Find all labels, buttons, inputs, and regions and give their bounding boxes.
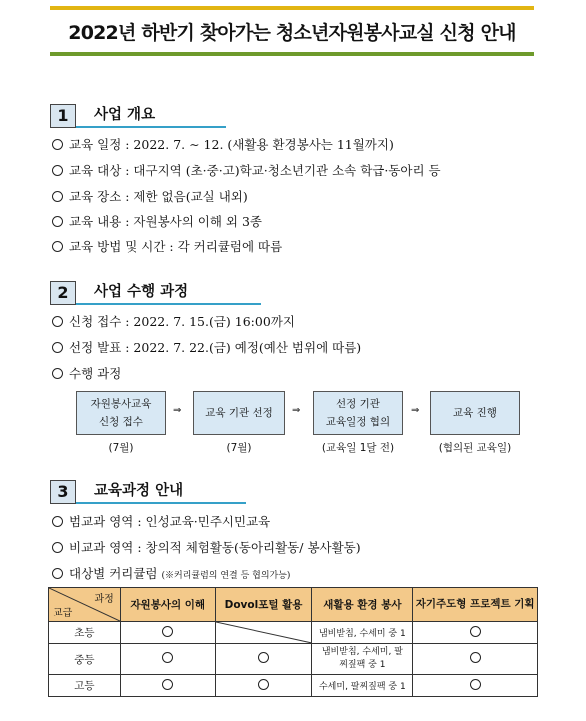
circle-bullet-icon <box>52 568 63 579</box>
process-step-timing: (7월) <box>226 442 252 454</box>
bullet-item: 교육 일정 : 2022. 7. ∼ 12. (새활용 환경봉사는 11월까지) <box>52 136 394 154</box>
title-top-bar <box>50 6 534 10</box>
circle-bullet-icon <box>52 516 63 527</box>
circle-mark-icon <box>470 626 481 637</box>
corner-label-course: 과정 <box>94 594 114 605</box>
circle-mark-icon <box>162 652 173 663</box>
table-cell: 수세미, 팔찌짚팩 중 1 <box>312 675 413 697</box>
curriculum-note: (※커리큘럼의 연결 등 협의가능) <box>161 571 291 581</box>
process-step-select: 교육 기관 선정 <box>193 391 285 435</box>
process-step-timing: (협의된 교육일) <box>438 442 512 454</box>
table-cell <box>120 644 215 675</box>
circle-bullet-icon <box>52 216 63 227</box>
table-cell <box>120 622 215 644</box>
row-level: 중등 <box>49 644 121 675</box>
circle-bullet-icon <box>52 342 63 353</box>
circle-mark-icon <box>162 626 173 637</box>
section-2-header <box>50 281 270 307</box>
bullet-item: 교육 대상 : 대구지역 (초·중·고)학교·청소년기관 소속 학급·동아리 등 <box>52 162 441 180</box>
process-step-run: 교육 진행 <box>430 391 520 435</box>
circle-bullet-icon <box>52 165 63 176</box>
table-cell <box>215 675 312 697</box>
row-level: 초등 <box>49 622 121 644</box>
process-step-schedule: 선정 기관 교육일정 협의 <box>313 391 403 435</box>
circle-bullet-icon <box>52 542 63 553</box>
process-step-timing: (교육일 1달 전) <box>321 442 395 454</box>
circle-mark-icon <box>258 679 269 690</box>
table-cell <box>215 644 312 675</box>
bullet-item: 교육 방법 및 시간 : 각 커리큘럼에 따름 <box>52 238 282 256</box>
section-number: 2 <box>50 281 76 305</box>
right-arrow-icon: ⇒ <box>292 405 301 416</box>
table-cell <box>413 644 538 675</box>
column-header: 새활용 환경 봉사 <box>312 588 413 622</box>
circle-bullet-icon <box>52 191 63 202</box>
curriculum-table <box>48 587 538 697</box>
table-header-row <box>49 588 538 622</box>
bullet-item: 비교과 영역 : 창의적 체험활동(동아리활동/ 봉사활동) <box>52 539 361 557</box>
section-1-header <box>50 104 250 130</box>
process-step-timing: (7월) <box>108 442 134 454</box>
table-cell <box>413 622 538 644</box>
corner-label-level: 교급 <box>53 608 73 619</box>
column-header: 자기주도형 프로젝트 기획 <box>413 588 538 622</box>
table-cell: 냄비받침, 수세미 중 1 <box>312 622 413 644</box>
column-header: Dovol포털 활용 <box>215 588 312 622</box>
bullet-item: 범교과 영역 : 인성교육·민주시민교육 <box>52 513 270 531</box>
table-cell <box>120 675 215 697</box>
bullet-item: 교육 장소 : 제한 없음(교실 내외) <box>52 188 248 206</box>
table-cell <box>413 675 538 697</box>
circle-bullet-icon <box>52 241 63 252</box>
section-number: 3 <box>50 480 76 504</box>
table-cell: 냄비받침, 수세미, 팔찌짚팩 중 1 <box>312 644 413 675</box>
process-step-apply: 자원봉사교육 신청 접수 <box>76 391 166 435</box>
section-underline <box>76 502 246 504</box>
column-header: 자원봉사의 이해 <box>120 588 215 622</box>
title-bottom-bar <box>50 52 534 56</box>
right-arrow-icon: ⇒ <box>411 405 420 416</box>
section-3-header <box>50 480 270 506</box>
bullet-item: 선정 발표 : 2022. 7. 22.(금) 예정(예산 범위에 따름) <box>52 339 361 357</box>
row-level: 고등 <box>49 675 121 697</box>
table-row <box>49 622 538 644</box>
diagonal-divider <box>216 622 312 643</box>
section-underline <box>76 126 226 128</box>
circle-mark-icon <box>258 652 269 663</box>
circle-bullet-icon <box>52 139 63 150</box>
circle-mark-icon <box>162 679 173 690</box>
section-title: 사업 개요 <box>94 107 156 123</box>
section-title: 교육과정 안내 <box>94 483 184 499</box>
circle-bullet-icon <box>52 368 63 379</box>
section-title: 사업 수행 과정 <box>94 284 189 300</box>
title-banner <box>50 6 534 56</box>
section-underline <box>76 303 261 305</box>
table-row <box>49 675 538 697</box>
section-number: 1 <box>50 104 76 128</box>
table-row <box>49 644 538 675</box>
right-arrow-icon: ⇒ <box>173 405 182 416</box>
table-cell-empty <box>215 622 312 644</box>
table-corner-header <box>49 588 121 622</box>
circle-bullet-icon <box>52 316 63 327</box>
bullet-item: 대상별 커리큘럼 (※커리큘럼의 연결 등 협의가능) <box>52 565 290 585</box>
page-title: 2022년 하반기 찾아가는 청소년자원봉사교실 신청 안내 <box>68 22 516 44</box>
bullet-item: 신청 접수 : 2022. 7. 15.(금) 16:00까지 <box>52 313 295 331</box>
circle-mark-icon <box>470 679 481 690</box>
bullet-item: 교육 내용 : 자원봉사의 이해 외 3종 <box>52 213 262 231</box>
bullet-item: 수행 과정 <box>52 365 121 383</box>
circle-mark-icon <box>470 652 481 663</box>
